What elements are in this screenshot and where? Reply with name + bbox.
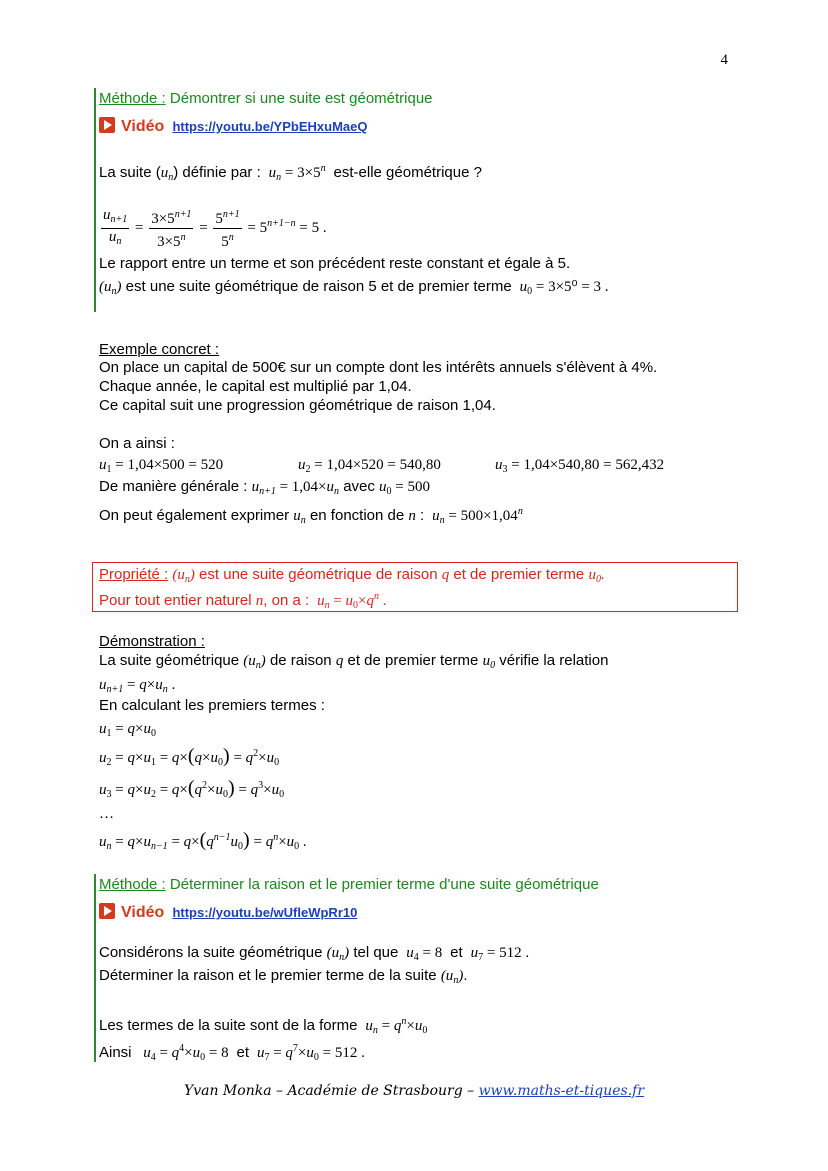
conclusion-1: Le rapport entre un terme et son précédent reste constant et égale à 5. bbox=[99, 255, 571, 272]
method2-bar bbox=[94, 874, 96, 1062]
page-number: 4 bbox=[720, 52, 728, 68]
method-bar bbox=[94, 88, 96, 312]
demo-u3: $u_3 = q\times u_2 = q\times(q^2\times u_0) = q^3\times u_0$ bbox=[99, 777, 285, 800]
method2-heading bbox=[99, 876, 599, 894]
example-title: Exemple concret : bbox=[99, 341, 220, 358]
play-icon[interactable] bbox=[99, 117, 115, 133]
property-line-2: Pour tout entier naturel n, on a : $u_n = u_0\times q^n$ . bbox=[99, 591, 387, 611]
video2-link[interactable]: https://youtu.be/wUfleWpRr10 bbox=[172, 905, 358, 920]
example-line-2: Chaque année, le capital est multiplié par 1,04. bbox=[99, 378, 412, 395]
video-link[interactable]: https://youtu.be/YPbEHxuMaeQ bbox=[172, 119, 368, 134]
method2-line-3: Les termes de la suite sont de la forme $u_n = q^n\times u_0$ bbox=[99, 1016, 428, 1036]
demo-u2: $u_2 = q\times u_1 = q\times(q\times u_0) = q^2\times u_0$ bbox=[99, 745, 280, 768]
method2-line-1: Considérons la suite géométrique $(u_n)$ tel que $u_4 = 8$ et $u_7 = 512$ . bbox=[99, 944, 530, 963]
conclusion-2: $(u_n)$ est une suite géométrique de raison 5 et de premier terme $u_0 = 3\times 5^0 = 3$ . bbox=[99, 278, 609, 297]
video2-row bbox=[99, 903, 357, 922]
video-row bbox=[99, 117, 367, 136]
play-icon[interactable] bbox=[99, 903, 115, 919]
example-line-1: On place un capital de 500€ sur un compte dont les intérêts annuels s'élèvent à 4%. bbox=[99, 359, 658, 376]
method2-label: Méthode : bbox=[99, 876, 166, 893]
video2-label: Vidéo bbox=[121, 904, 165, 921]
example-general: De manière générale : $u_{n+1} = 1,04\times u_n$ avec $u_0 = 500$ bbox=[99, 478, 431, 497]
formula-un: $u_n = 3\times 5^n$ bbox=[268, 163, 326, 183]
demo-line-1: La suite géométrique $(u_n)$ de raison q et de premier terme $u_0$ vérifie la relation bbox=[99, 652, 609, 671]
demo-title: Démonstration : bbox=[99, 633, 205, 650]
demo-un: $u_n = q\times u_{n-1} = q\times(q^{n-1}u_0) = q^n\times u_0$ . bbox=[99, 829, 307, 852]
ratio-formula: $\frac{u_{n+1}}{u_n}$ = $\frac{3\times 5^{n+1}}{3\times 5^n}$ = $\frac{5^{n+1}}{5^n}$ = $5^{n+1-n} = 5$ . bbox=[103, 207, 327, 250]
example-line-4: On a ainsi : bbox=[99, 435, 175, 452]
demo-ellipsis: … bbox=[99, 806, 114, 822]
example-express: On peut également exprimer $u_n$ en fonction de n : $u_n = 500\times 1,04^n$ bbox=[99, 506, 523, 526]
demo-recurrence: $u_{n+1} = q\times u_n$ . bbox=[99, 677, 176, 695]
method-label: Méthode : bbox=[99, 90, 166, 107]
footer bbox=[0, 1083, 828, 1099]
method2-line-2: Déterminer la raison et le premier terme de la suite $(u_n)$. bbox=[99, 967, 468, 986]
demo-u1: $u_1 = q\times u_0$ bbox=[99, 721, 156, 739]
example-u3: $u_3 = 1,04\times 540,80 = 562,432$ bbox=[495, 457, 665, 475]
example-u1: $u_1 = 1,04\times 500 = 520$ bbox=[99, 457, 224, 475]
example-line-3: Ce capital suit une progression géométrique de raison 1,04. bbox=[99, 397, 496, 414]
footer-text: Yvan Monka – Académie de Strasbourg – bbox=[183, 1083, 479, 1099]
property-line-1: Propriété : $(u_n)$ est une suite géométrique de raison q et de premier terme $u_0$. bbox=[99, 566, 605, 585]
method-heading bbox=[99, 90, 433, 108]
method2-line-4: Ainsi $u_4 = q^4\times u_0 = 8$ et $u_7 = q^7\times u_0 = 512$ . bbox=[99, 1043, 365, 1063]
example-u2: $u_2 = 1,04\times 520 = 540,80$ bbox=[298, 457, 441, 475]
demo-line-3: En calculant les premiers termes : bbox=[99, 697, 325, 714]
footer-link[interactable]: www.maths-et-tiques.fr bbox=[478, 1083, 645, 1099]
video-label: Vidéo bbox=[121, 118, 165, 135]
method-title: Démontrer si une suite est géométrique bbox=[169, 90, 433, 107]
question-line: La suite $(u_n)$ définie par : $u_n = 3\times 5^n$ est-elle géométrique ? bbox=[99, 163, 482, 183]
method2-title: Déterminer la raison et le premier terme d'une suite géométrique bbox=[169, 876, 599, 893]
